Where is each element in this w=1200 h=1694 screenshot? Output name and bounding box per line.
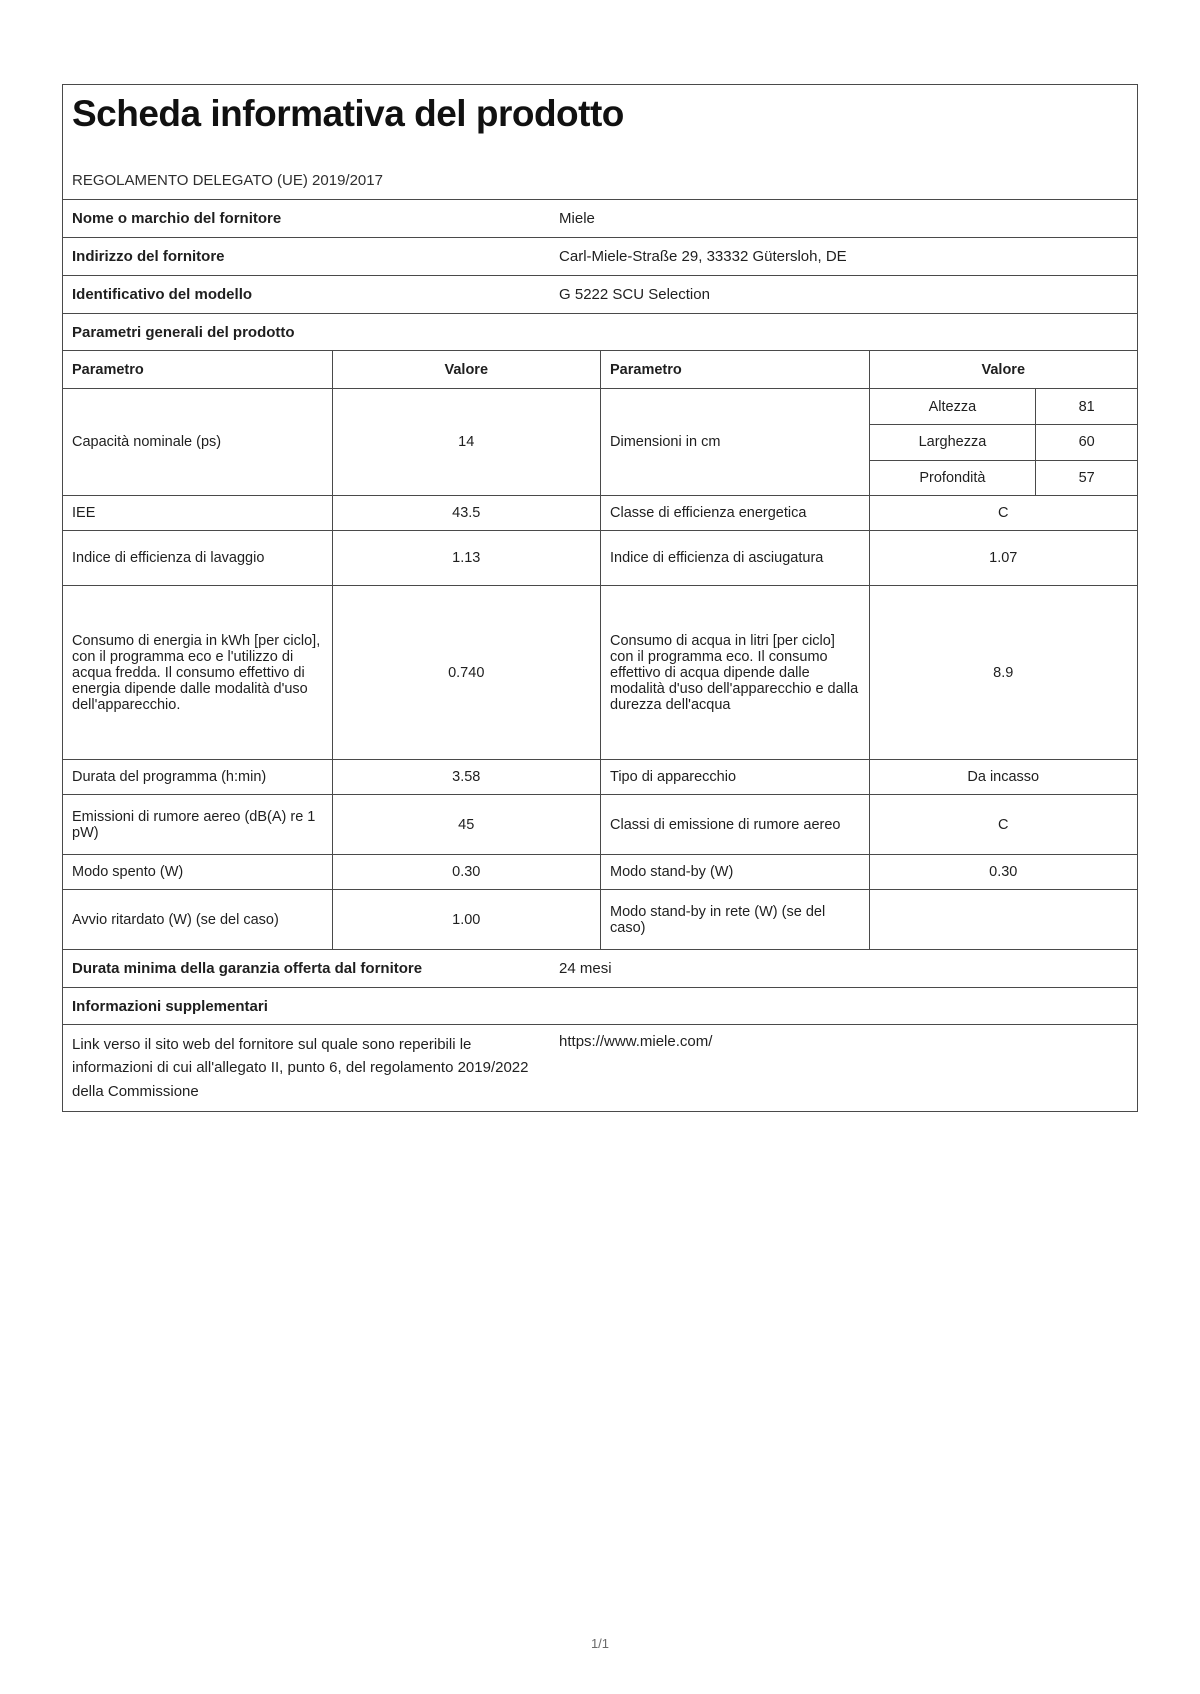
noise-emission-label: Emissioni di rumore aereo (dB(A) re 1 pW)	[72, 808, 316, 841]
dimension-row-width	[870, 424, 1138, 460]
param-table-header-row	[63, 350, 1137, 388]
model-id-value: G 5222 SCU Selection	[559, 286, 710, 303]
title-block	[63, 85, 1137, 199]
power-modes-row	[63, 854, 1137, 889]
supplier-link-row	[63, 1024, 1137, 1111]
delayed-start-value: 1.00	[332, 890, 601, 949]
wash-efficiency-label: Indice di efficienza di lavaggio	[72, 550, 265, 566]
width-value: 60	[1035, 425, 1137, 460]
appliance-type-value: Da incasso	[869, 760, 1138, 794]
water-consumption-value: 8.9	[869, 586, 1138, 759]
wash-efficiency-value: 1.13	[332, 531, 601, 585]
delayed-start-label: Avvio ritardato (W) (se del caso)	[72, 911, 279, 928]
dimensions-subtable	[869, 389, 1138, 495]
supplier-address-row	[63, 237, 1137, 275]
water-consumption-label: Consumo di acqua in litri [per ciclo] con il programma eco. Il consumo effettivo di acqua dipende dalle modalità d'uso dell'apparecchio e dalla durezza dell'acqua	[600, 586, 869, 759]
model-id-row	[63, 275, 1137, 313]
general-parameters-header: Parametri generali del prodotto	[63, 313, 1137, 350]
noise-class-value: C	[869, 795, 1138, 854]
program-duration-label: Durata del programma (h:min)	[72, 769, 267, 785]
warranty-label: Durata minima della garanzia offerta dal fornitore	[72, 960, 423, 977]
energy-consumption-value: 0.740	[332, 586, 601, 759]
delayed-start-row	[63, 889, 1137, 949]
off-mode-value: 0.30	[332, 855, 601, 889]
page-title: Scheda informativa del prodotto	[72, 93, 624, 134]
supplier-name-label: Nome o marchio del fornitore	[72, 210, 282, 227]
energy-consumption-label: Consumo di energia in kWh [per ciclo], con il programma eco e l'utilizzo di acqua fredda. Il consumo effettivo di energia dipende dalle modalità d'uso dell'apparecchio.	[72, 632, 321, 713]
additional-info-header: Informazioni supplementari	[63, 987, 1137, 1024]
warranty-row	[63, 949, 1137, 987]
width-label: Larghezza	[918, 434, 987, 451]
depth-value: 57	[1035, 461, 1137, 496]
height-value: 81	[1035, 389, 1137, 424]
col-header-value-left: Valore	[332, 351, 601, 388]
iee-label: IEE	[72, 505, 96, 521]
capacity-value: 14	[332, 389, 601, 495]
col-header-value-right: Valore	[869, 351, 1138, 388]
warranty-value: 24 mesi	[559, 960, 612, 977]
appliance-type-label: Tipo di apparecchio	[600, 760, 869, 794]
networked-standby-value	[869, 890, 1138, 949]
capacity-label: Capacità nominale (ps)	[72, 434, 222, 450]
dry-efficiency-label: Indice di efficienza di asciugatura	[600, 531, 869, 585]
product-fiche	[62, 84, 1138, 1112]
dimension-row-depth	[870, 460, 1138, 496]
supplier-address-label: Indirizzo del fornitore	[72, 248, 225, 265]
noise-class-label: Classi di emissione di rumore aereo	[600, 795, 869, 854]
duration-type-row	[63, 759, 1137, 794]
iee-value: 43.5	[332, 496, 601, 530]
dry-efficiency-value: 1.07	[869, 531, 1138, 585]
supplier-link-label: Link verso il sito web del fornitore sul quale sono reperibili le informazioni di cui all'allegato II, punto 6, del regolamento 2019/2022 della Commissione	[72, 1036, 529, 1100]
height-label: Altezza	[928, 398, 977, 415]
supplier-name-value: Miele	[559, 210, 595, 227]
supplier-address-value: Carl-Miele-Straße 29, 33332 Gütersloh, DE	[559, 248, 847, 265]
noise-row	[63, 794, 1137, 854]
program-duration-value: 3.58	[332, 760, 601, 794]
standby-mode-label: Modo stand-by (W)	[600, 855, 869, 889]
supplier-name-row	[63, 199, 1137, 237]
off-mode-label: Modo spento (W)	[72, 864, 184, 880]
iee-energyclass-row	[63, 495, 1137, 530]
noise-emission-value: 45	[332, 795, 601, 854]
networked-standby-label: Modo stand-by in rete (W) (se del caso)	[600, 890, 869, 949]
energy-class-value: C	[869, 496, 1138, 530]
regulation-subtitle: REGOLAMENTO DELEGATO (UE) 2019/2017	[72, 172, 383, 189]
standby-mode-value: 0.30	[869, 855, 1138, 889]
supplier-website-link[interactable]: https://www.miele.com/	[559, 1033, 713, 1050]
consumption-row	[63, 585, 1137, 759]
dimension-row-height	[870, 389, 1138, 424]
energy-class-label: Classe di efficienza energetica	[600, 496, 869, 530]
dimensions-label: Dimensioni in cm	[600, 389, 869, 495]
col-header-param-left: Parametro	[72, 361, 144, 378]
model-id-label: Identificativo del modello	[72, 286, 253, 303]
col-header-param-right: Parametro	[600, 351, 869, 388]
efficiency-row	[63, 530, 1137, 585]
page-number: 1/1	[590, 1636, 610, 1651]
capacity-dimensions-row	[63, 388, 1137, 495]
depth-label: Profondità	[919, 469, 986, 486]
